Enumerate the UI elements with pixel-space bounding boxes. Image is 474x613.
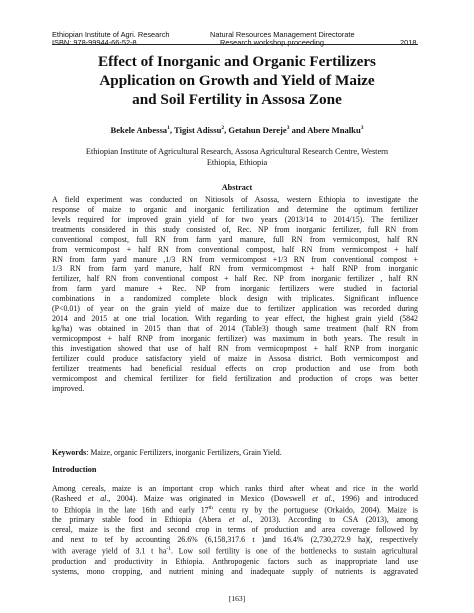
author-affil-mark: 2 <box>221 125 225 132</box>
intro-line: production and productivity in Ethiopia. Anthropogenic factors such as inappropriate land use <box>52 556 418 566</box>
abstract-line: levels required for improved grain yield of for two years (2013/14 to 2014/15). The fertilizer <box>52 214 418 224</box>
affiliation-line: Ethiopia, Ethiopia <box>206 158 268 167</box>
author-affil-mark: 3 <box>286 125 290 132</box>
header-institute: Ethiopian Institute of Agri. Research <box>52 30 170 39</box>
intro-line: with average yield of 3.1 t $ha^{-1}$. Low soil fertility is one of the bottlenecks to sustain agricultural <box>52 546 418 556</box>
page-number: [163] <box>228 594 246 603</box>
affiliation <box>60 146 414 168</box>
abstract-line: fertilizer could produce satisfactory yield of maize in Assosa district. Both vermicompost and <box>52 353 418 363</box>
header-proceeding: Research workshop proceeding <box>220 38 324 47</box>
title-line: and Soil Fertility in Assosa Zone <box>132 91 342 108</box>
abstract-line: from farm yard manure + Rec. NP from inorganic fertilizers were studied in factorial <box>52 284 418 294</box>
introduction-body <box>52 484 418 577</box>
header-directorate: Natural Resources Management Directorate <box>210 30 355 39</box>
author-affil-mark: 3 <box>360 125 364 132</box>
paper-title <box>40 52 434 109</box>
abstract-line: improved. <box>52 383 85 393</box>
abstract-heading: Abstract <box>221 183 253 192</box>
abstract-line: 2014 and 2015 at one trial location. With regarding to year effect, the highest grain yield (5842 <box>52 314 418 324</box>
intro-line: Among cereals, maize is an important crop which ranks third after wheat and rice in the world <box>52 484 418 493</box>
abstract-line: RN from farm yard manure ,1/3 RN from vermicompost +1/3 RN from conventional compost + <box>52 254 418 264</box>
introduction-heading: Introduction <box>52 465 97 474</box>
abstract-line: fertilizer, half RN from conventional compost + half Rec. NP from inorganic fertilizer , half RN <box>52 274 418 284</box>
author-list <box>40 125 434 135</box>
abstract-line: A field experiment was conducted on Nitiosols of Asossa, western Ethiopia to investigate the <box>52 195 418 204</box>
abstract-line: vermicopmpost + half RNP from inorganic fertilizer) was maximum in both years. The result in <box>52 333 418 343</box>
abstract-line: (P<0.01) of year on the grain yield of maize due to fertilizer application was recorded during <box>52 304 418 314</box>
abstract-line: conventional compost, full RN from farm yard manure, full RN from vermicompost, half RN <box>52 234 418 244</box>
author-name: Bekele Anbessa <box>110 125 168 135</box>
intro-line: and next to tef by accounting 26.6% (6,158,317.6 t )and 16.4% (2,730,272.9 ha)(, respectively <box>52 535 418 545</box>
author-name: Getahun Dereje <box>228 125 287 135</box>
header-year: 2018 <box>400 38 417 47</box>
keywords-text: : Maize, organic Fertilizers, inorganic Fertilizers, Grain Yield. <box>86 448 282 457</box>
abstract-line: vermicompost and chemical fertilizer for field fertilization and production of crops was better <box>52 373 418 383</box>
keywords <box>52 448 418 457</box>
abstract-line: response of maize to organic and inorganic fertilization and determine the optimum fertilizer <box>52 204 418 214</box>
abstract-line: fertilizer treatments had beneficial residual effects on crop production and use from both <box>52 363 418 373</box>
title-line: Application on Growth and Yield of Maize <box>99 72 375 89</box>
intro-line: the primary stable food in Ethiopia (Abera et al., 2013). According to CSA (2013), among <box>52 515 418 525</box>
keywords-label: Keywords <box>52 448 87 457</box>
author-separator: , <box>169 125 174 135</box>
abstract-line: 1/3 RN from farm yard manure, half RN from vermicompmost + half RNP from inorganic <box>52 264 418 274</box>
abstract-body <box>52 195 418 393</box>
author-and: and <box>289 125 308 135</box>
abstract-line: this investigation showed that use of half RN from vermicopmpost + half RNP from inorganic <box>52 343 418 353</box>
intro-line: to Ethiopia in the late 16th and early 17th centu ry by the portuguese (Orkaido, 2004). Maize is <box>52 504 418 515</box>
author-separator: , <box>224 125 229 135</box>
title-line: Effect of Inorganic and Organic Fertilizers <box>98 53 376 70</box>
intro-line: systems, mono cropping, and nutrient mining and inadequate supply of nutrients is aggravated <box>52 566 418 576</box>
author-name: Tigist Adissu <box>174 125 222 135</box>
intro-line: cereal, maize is the first and second crop in terms of production and area coverage followed by <box>52 525 418 535</box>
author-affil-mark: 1 <box>167 125 170 132</box>
header-isbn: ISBN: 978-99944-66-52-8 <box>52 38 137 47</box>
abstract-line: treatments considered in this study consisted of, Rec. NP from inorganic fertilizer, full RN from <box>52 224 418 234</box>
intro-line: (Rasheed et al., 2004). Maize was originated in Mexico (Dowswell et al., 1996) and introduced <box>52 493 418 503</box>
abstract-line: kg/ha) was obtained in 2015 than that of 2014 (Table3) though same treatment (half RN from <box>52 323 418 333</box>
abstract-line: combinations in a randomized complete block design with triplicates. Significant influence <box>52 294 418 304</box>
author-name: Abere Mnalku <box>307 125 361 135</box>
affiliation-line: Ethiopian Institute of Agricultural Research, Assosa Agricultural Research Centre, Western <box>85 147 389 156</box>
abstract-line: from vermicompost + half RN from conventional compost, half RN from vermicompost + half <box>52 244 418 254</box>
header-rule <box>52 44 418 45</box>
